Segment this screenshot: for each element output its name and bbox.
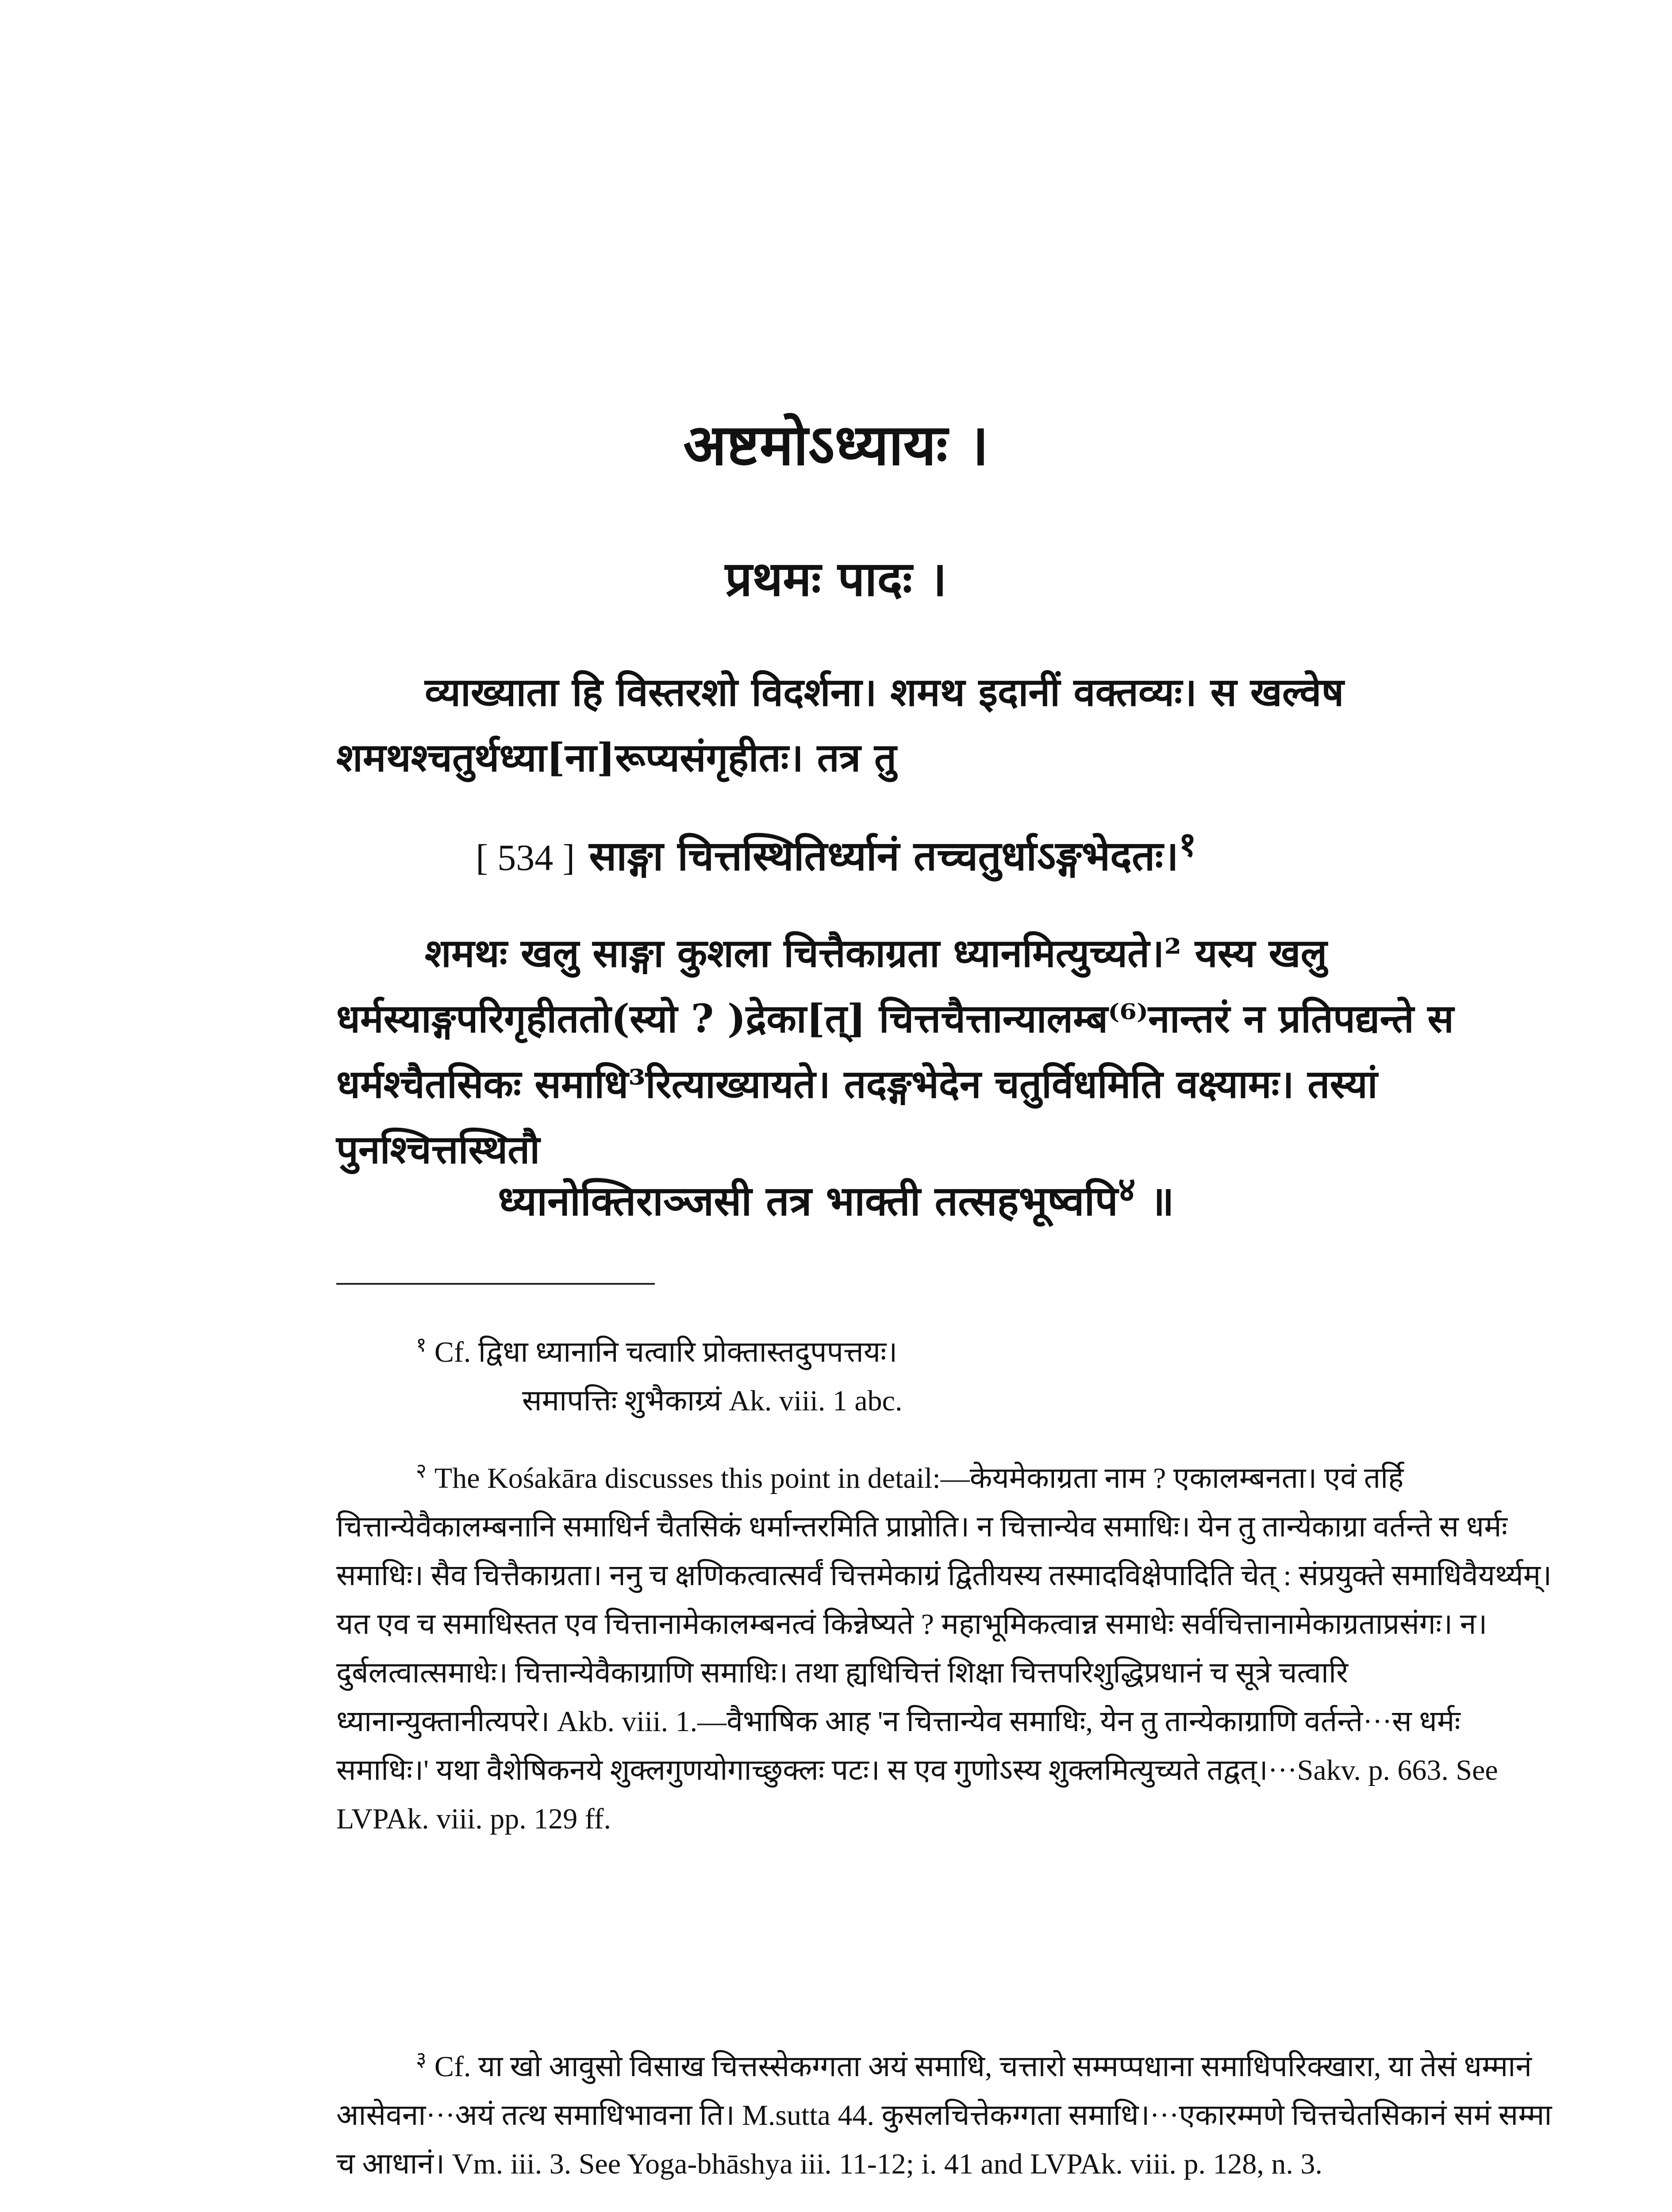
verse-second — [0, 1168, 1672, 1228]
footnote-ref: १ — [1178, 825, 1196, 864]
footnote-3 — [336, 2035, 1557, 2189]
footnote-mark: २ — [416, 1459, 427, 1482]
intro-paragraph-text: व्याख्याता हि विस्तरशो विदर्शना। शमथ इदानीं वक्तव्यः। स खल्वेष शमथश्चतुर्थध्या[ना]रूप्यसंगृहीतः। तत्र तु — [336, 669, 1344, 780]
footnote-mark: १ — [416, 1333, 427, 1356]
footnote-1 — [336, 1321, 1557, 1425]
footnote-text: Cf. या खो आवुसो विसाख चित्तस्सेकग्गता अयं समाधि, चत्तारो सम्मप्पधाना समाधिपरिक्खारा, या तेसं धम्मानं आसेवना···अयं तत्थ समाधिभावना ति। M.sutta 44. कुसलचित्तेकग्गता समाधि।···एकारम्मणे चित्तचेतसिकानं समं सम्मा च आधानं। Vm. iii. 3. See Yoga-bhāshya iii. 11-12; i. 41 and LVPAk. viii. p. 128, n. 3. — [336, 2051, 1552, 2180]
footnote-2 — [336, 1447, 1557, 1843]
footnote-divider — [336, 1283, 655, 1285]
verse-text: साङ्गा चित्तस्थितिर्ध्यानं तच्चतुर्धाऽङ्गभेदतः। — [589, 832, 1179, 880]
verse-end-mark: ॥ — [1149, 1177, 1174, 1225]
footnote-mark: ३ — [416, 2048, 427, 2070]
footnote-ref: ४ — [1118, 1170, 1136, 1210]
commentary-paragraph — [336, 920, 1557, 1182]
footnote-text: The Kośakāra discusses this point in detail:—केयमेकाग्रता नाम ? एकालम्बनता। एवं तर्हि चित्तान्येवैकालम्बनानि समाधिर्न चैतसिकं धर्मान्तरमिति प्राप्नोति। न चित्तान्येव समाधिः। येन तु तान्येकाग्रा वर्तन्ते स धर्मः समाधिः। सैव चित्तैकाग्रता। ननु च क्षणिकत्वात्सर्वं चित्तमेकाग्रं द्वितीयस्य तस्मादविक्षेपादिति चेत् : संप्रयुक्ते समाधिवैयर्थ्यम्। यत एव च समाधिस्तत एव चित्तानामेकालम्बनत्वं किन्नेष्यते ? महाभूमिकत्वान्न समाधेः सर्वचित्तानामेकाग्रताप्रसंगः। न। दुर्बलत्वात्समाधेः। चित्तान्येवैकाग्राणि समाधिः। तथा ह्यधिचित्तं शिक्षा चित्तपरिशुद्धिप्रधानं च सूत्रे चत्वारि ध्यानान्युक्तानीत्यपरे। Akb. viii. 1.—वैभाषिक आह 'न चित्तान्येव समाधिः, येन तु तान्येकाग्राणि वर्तन्ते···स धर्मः समाधिः।' यथा वैशेषिकनये शुक्लगुणयोगाच्छुक्लः पटः। स एव गुणोऽस्य शुक्लमित्युच्यते तद्वत्।···Sakv. p. 663. See LVPAk. viii. pp. 129 ff. — [336, 1462, 1552, 1835]
footnote-text: Cf. द्विधा ध्यानानि चत्वारि प्रोक्तास्तदुपपत्तयः। — [434, 1336, 898, 1368]
verse-number: [ 534 ] — [476, 837, 575, 879]
intro-paragraph — [336, 659, 1557, 790]
verse-534 — [0, 823, 1672, 883]
chapter-title: अष्टमोऽध्यायः । — [683, 412, 989, 478]
verse-text: ध्यानोक्तिराञ्जसी तत्र भाक्ती तत्सहभूष्वपि — [498, 1177, 1118, 1225]
commentary-paragraph-text: शमथः खलु साङ्गा कुशला चित्तैकाग्रता ध्यानमित्युच्यते।² यस्य खलु धर्मस्याङ्गपरिगृहीततो(स्यो ? )द्रेका[त्] चित्तचैत्तान्यालम्ब⁽⁶⁾नान्तरं न प्रतिपद्यन्ते स धर्मश्चैतसिकः समाधि³रित्याख्यायते। तदङ्गभेदेन चतुर्विधमिति वक्ष्यामः। तस्यां पुनश्चित्तस्थितौ — [336, 930, 1454, 1172]
footnote-text-line2: समापत्तिः शुभैकाग्र्यं Ak. viii. 1 abc. — [522, 1385, 903, 1417]
section-title: प्रथमः पादः । — [725, 551, 947, 607]
